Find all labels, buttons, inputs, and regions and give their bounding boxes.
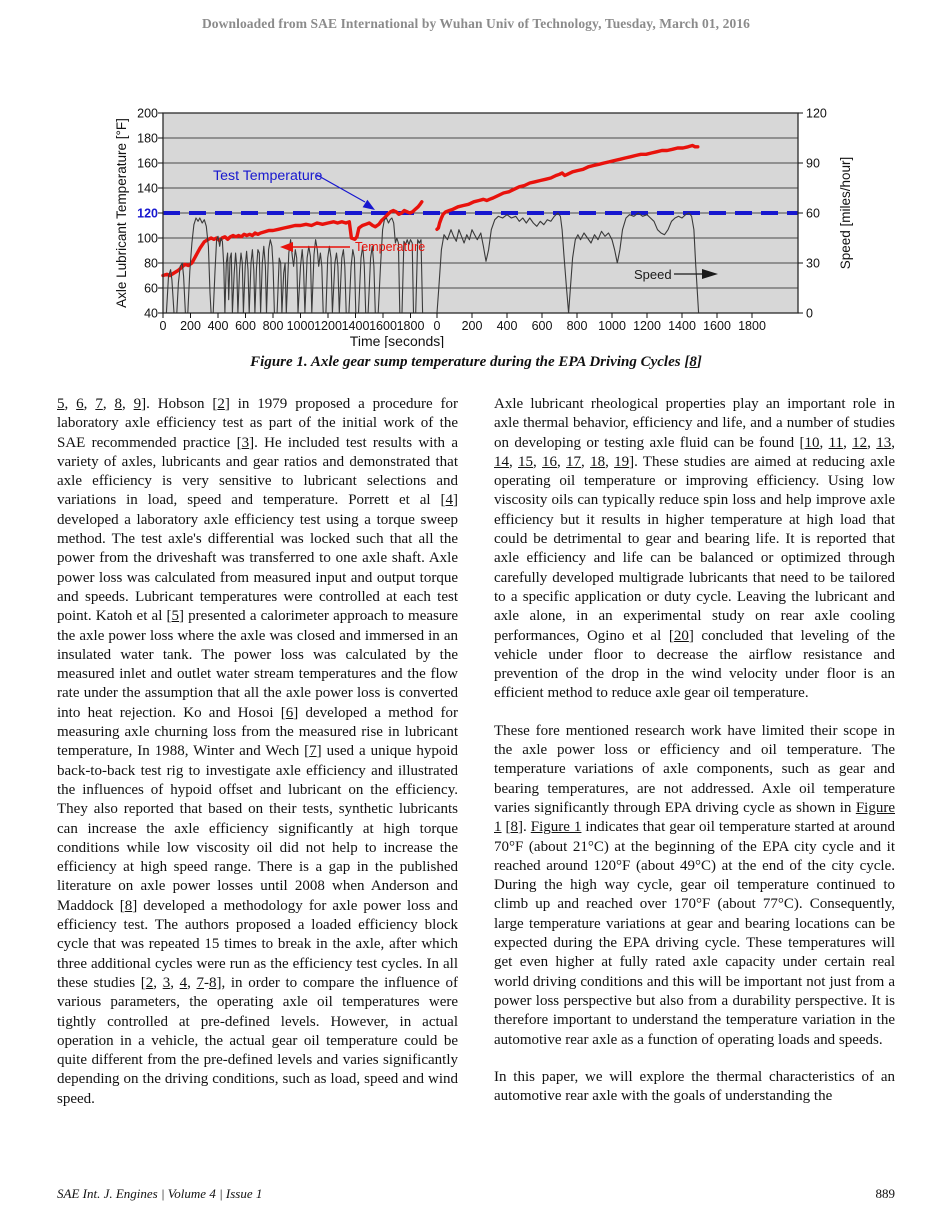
reference-link[interactable]: 4 <box>179 974 188 991</box>
x-tick-label: 400 <box>496 319 518 333</box>
text-run: ], in order to compare the influence of various parameters, the operating axle oil temperatures were tightly controlled at pre-defined levels. However, in actual operation in a vehicle, the actual gear oil temperature could be quite different from the pre-defined levels and varies significantly depending on the driving conditions, such as load, speed and wind speed. <box>57 974 459 1107</box>
x-tick-label: 1200 <box>314 319 342 333</box>
text-run: , <box>867 434 877 451</box>
y-right-tick-label: 120 <box>806 106 827 121</box>
text-run: , <box>187 974 197 991</box>
text-run: , <box>581 453 591 470</box>
x-tick-label: 1800 <box>396 319 425 333</box>
x-tick-label: 1000 <box>286 319 315 333</box>
reference-link[interactable]: 10 <box>804 434 820 451</box>
reference-link[interactable]: 7 <box>95 396 103 412</box>
text-run: , <box>170 974 180 991</box>
column-1 <box>494 395 895 1109</box>
figure-caption <box>0 354 952 371</box>
text-run: ] used a unique hypoid back-to-back test rig to investigate axle efficiency and illustrated the influences of hypoid offset and lubricant on the efficiency. They also reported that based on their tests, synthetic lubricants can increase the axle efficiency significantly at high torque conditions while low viscosity oil did not help to increase the efficiency at high speed range. There is a gap in the published literature on axle power losses until 2008 when Anderson and Maddock [ <box>57 743 459 914</box>
text-run: , <box>891 434 895 451</box>
y-left-tick-label: 80 <box>144 256 158 271</box>
x-tick-label: 1800 <box>738 319 766 333</box>
text-run: In this paper, we will explore the thermal characteristics of an automotive rear axle with the goals of understanding the <box>494 1068 895 1105</box>
text-run: , <box>153 974 163 991</box>
text-run: ] concluded that leveling of the vehicle under floor to decrease the airflow resistance and prevention of the drop in the wind velocity under floor is an efficient method to reduce axle gear oil temperature. <box>494 627 895 702</box>
x-tick-label: 600 <box>531 319 553 333</box>
text-run: ] presented a calorimeter approach to measure the axle power loss where the axle was closed and immersed in an insulated water tank. The power loss was calculated by the measured inlet and outlet water stream temperatures and the flow rate under the assumption that all the axle power loss is converted into heat rejection. Ko and Hosoi [ <box>57 608 459 721</box>
x-tick-label: 1400 <box>341 319 370 333</box>
text-run: [ <box>501 819 511 836</box>
reference-link[interactable]: 8 <box>124 897 133 914</box>
reference-link[interactable]: 8 <box>114 396 122 412</box>
y-right-tick-label: 60 <box>806 206 820 221</box>
download-banner: Downloaded from SAE International by Wuhan Univ of Technology, Tuesday, March 01, 2016 <box>201 16 751 31</box>
x-tick-label: 1000 <box>598 319 626 333</box>
y-right-tick-label: 30 <box>806 256 820 271</box>
reference-link[interactable]: 8 <box>510 819 518 836</box>
reference-link[interactable]: Figure 1 <box>494 799 895 836</box>
page-footer <box>57 1186 895 1202</box>
y-right-tick-label: 0 <box>806 306 813 321</box>
x-axis-title: Time [seconds] <box>349 333 445 348</box>
text-run: ]. <box>518 819 531 836</box>
y-left-tick-label: 120 <box>137 206 158 221</box>
x-tick-label: 200 <box>180 319 201 333</box>
x-tick-label: 1400 <box>668 319 696 333</box>
y-left-axis-title: Axle Lubricant Temperature [°F] <box>114 118 129 308</box>
reference-link[interactable]: Figure 1 <box>530 819 582 836</box>
reference-link[interactable]: 20 <box>673 627 689 644</box>
reference-link[interactable]: 4 <box>445 492 453 509</box>
x-tick-label: 1200 <box>633 319 661 333</box>
text-run: Axle lubricant rheological properties play an important role in axle thermal behavior, efficiency and life, and a number of studies on developing or testing axle fluid can be found [ <box>494 396 895 451</box>
reference-link[interactable]: 7 <box>196 974 204 991</box>
text-run: ] developed a laboratory axle efficiency test using a torque sweep method. The test axle's differential was locked such that all the power from the driveshaft was transferred to one axle shaft. Axle power loss was calculated from measured input and output torque and speeds. Lubricant temperatures were controlled at each test point. Katoh et al [ <box>57 492 458 625</box>
text-run: indicates that gear oil temperature started at around 70°F (about 21°C) at the beginning of the EPA city cycle and it reached around 120°F (about 49°C) at the end of the city cycle. During the high way cycle, gear oil temperature continued to climb up and reached over 170°F (about 77°C). Consequently, large temperature variations at gear and bearing locations can be expected during the EPA driving cycle. These temperatures will get even higher at fully rated axle capacity under certain real world driving conditions and this will be important not just from a power loss perspective but also from a durability perspective. It is therefore important to understand the temperature variation in the automotive rear axle as a function of operating loads and speeds. <box>494 819 895 1048</box>
text-run: , <box>843 434 853 451</box>
text-run: ] developed a method for measuring axle churning loss from the measured rise in lubricant temperature, In 1988, Winter and Wech [ <box>57 704 458 760</box>
reference-link[interactable]: 5 <box>171 608 180 625</box>
text-run: - <box>204 974 209 991</box>
page-number: 889 <box>875 1186 895 1201</box>
text-run: , <box>557 453 567 470</box>
reference-link[interactable]: 2 <box>217 396 225 412</box>
paragraph <box>494 722 895 1050</box>
reference-link[interactable]: 3 <box>162 974 171 991</box>
reference-link[interactable]: 19 <box>614 453 630 470</box>
y-left-tick-label: 200 <box>137 106 158 121</box>
column-0 <box>57 395 458 1109</box>
y-left-tick-label: 160 <box>137 156 158 171</box>
journal-citation: SAE Int. J. Engines | Volume 4 | Issue 1 <box>57 1186 263 1201</box>
y-left-tick-label: 180 <box>137 131 158 146</box>
y-left-tick-label: 100 <box>137 231 158 246</box>
y-left-tick-label: 140 <box>137 181 158 196</box>
text-run: ] in 1979 proposed a procedure for laboratory axle efficiency test as part of the initial work of the SAE recommended practice [ <box>57 396 459 451</box>
reference-link[interactable]: 15 <box>518 453 534 470</box>
figure-1-chart <box>112 98 862 348</box>
text-run: , <box>605 453 615 470</box>
x-tick-label: 800 <box>262 319 284 333</box>
text-run: These fore mentioned research work have limited their scope in the axle power loss or efficiency and oil temperature. The temperature variations of axle components, such as gear and bearing temperatures, are not addressed. Axle oil temperature varies significantly through EPA driving cycle as shown in <box>494 722 895 816</box>
reference-link[interactable]: 3 <box>241 434 250 451</box>
x-tick-label: 600 <box>235 319 256 333</box>
text-run: , <box>533 453 543 470</box>
x-tick-label: 1600 <box>703 319 731 333</box>
x-tick-label: 400 <box>207 319 229 333</box>
y-right-axis-title: Speed [miles/hour] <box>838 156 853 270</box>
text-run: ] developed a methodology for axle power loss and efficiency test. The authors proposed a loaded efficiency block cycle that was repeated 15 times to break in the axle, after which three additional cycles were run as the efficiency test cycles. In all these studies [ <box>57 897 458 991</box>
reference-link[interactable]: 18 <box>590 453 606 470</box>
y-right-tick-label: 90 <box>806 156 820 171</box>
reference-link[interactable]: 12 <box>852 434 868 451</box>
text-run: , <box>509 453 519 470</box>
reference-link[interactable]: 14 <box>494 453 509 470</box>
reference-link[interactable]: 2 <box>145 974 154 991</box>
text-run: ]. Hobson [ <box>141 396 218 412</box>
x-tick-label: 0 <box>433 319 441 333</box>
paragraph <box>494 1068 895 1107</box>
article-body <box>57 395 895 1109</box>
reference-link[interactable]: 8 <box>209 974 217 991</box>
x-tick-label: 1600 <box>369 319 397 333</box>
reference-link[interactable]: 9 <box>133 396 142 412</box>
reference-link[interactable]: 13 <box>876 434 892 451</box>
reference-link[interactable]: 8 <box>689 354 697 370</box>
text-run: Figure 1. Axle gear sump temperature during the EPA Driving Cycles [ <box>250 354 690 370</box>
text-run: , <box>102 396 115 412</box>
text-run: ]. He included test results with a variety of axles, lubricants and gear ratios and demonstrated that axle efficiency is very sensitive to lubricant selections and variations in load, speed and temperature. Porrett et al [ <box>57 434 458 509</box>
text-run: , <box>819 434 829 451</box>
test-temperature-label: Test Temperature <box>213 168 323 184</box>
reference-link[interactable]: 6 <box>76 396 84 412</box>
x-tick-label: 200 <box>461 319 483 333</box>
reference-link[interactable]: 11 <box>828 434 844 451</box>
text-run: ] <box>696 354 702 370</box>
paragraph <box>57 395 458 1109</box>
y-left-tick-label: 60 <box>144 281 158 296</box>
text-run: , <box>83 396 96 412</box>
x-tick-label: 800 <box>566 319 588 333</box>
x-tick-label: 0 <box>159 319 167 333</box>
text-run: ]. These studies are aimed at reducing axle operating oil temperature or improving efficiency. Using low viscosity oils can typically reduce spin loss and help improve axle efficiency but it results in higher temperature at high load that could be detrimental to gear and bearing life. It is reported that axle efficiency and life can be balanced or optimized through carefully developed multigrade lubricants that need to be tailored to a specific application or duty cycle. Leaving the lubricant and axle alone, in an experimental study on rear axle cooling performances, Ogino et al [ <box>494 453 896 644</box>
temperature-label: Temperature <box>355 240 426 254</box>
reference-link[interactable]: 5 <box>57 396 65 412</box>
reference-link[interactable]: 7 <box>309 743 317 760</box>
figure-1 <box>112 98 862 348</box>
reference-link[interactable]: 6 <box>285 704 294 721</box>
y-left-tick-label: 40 <box>144 306 158 321</box>
reference-link[interactable]: 17 <box>566 453 582 470</box>
text-run: , <box>64 396 77 412</box>
text-run: , <box>121 396 134 412</box>
speed-label: Speed <box>634 267 672 282</box>
paragraph <box>494 395 895 704</box>
reference-link[interactable]: 16 <box>542 453 558 470</box>
